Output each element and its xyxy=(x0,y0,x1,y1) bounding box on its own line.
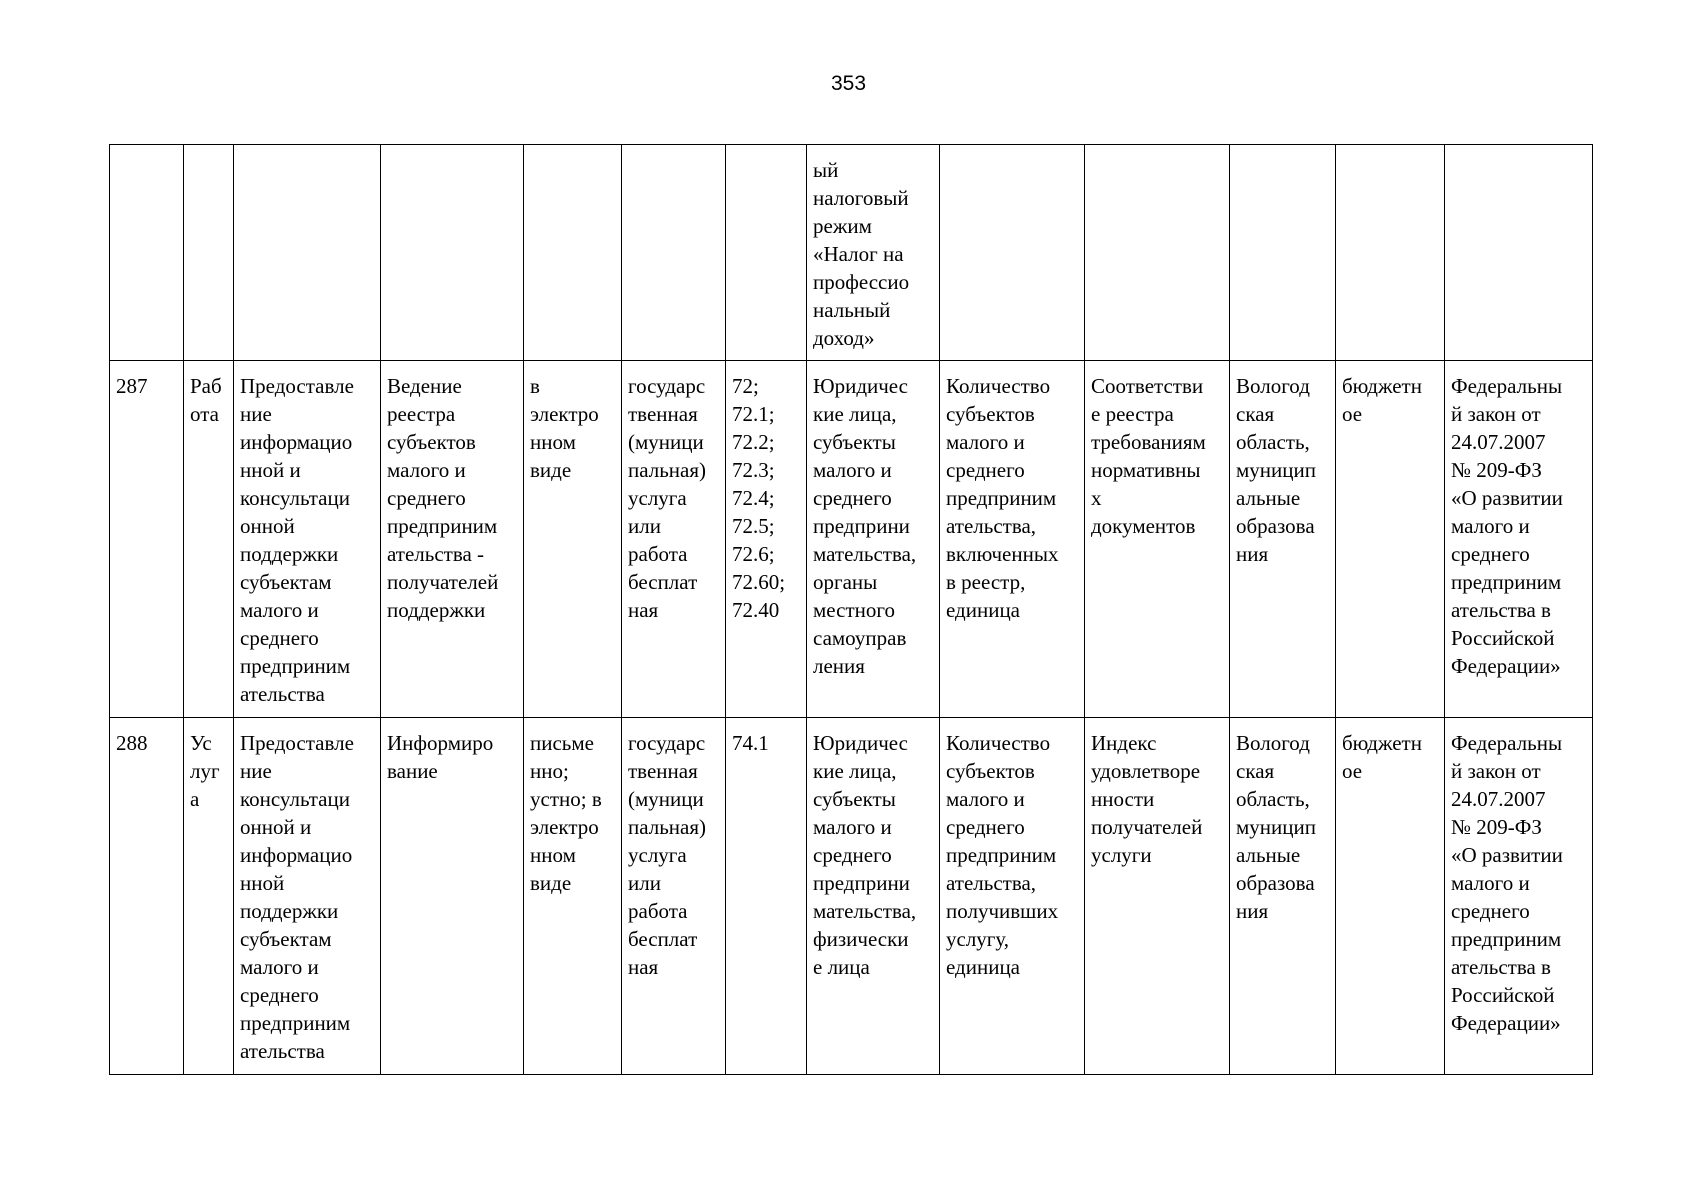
cell-line: малого и xyxy=(946,787,1025,811)
cell-line: № 209-ФЗ xyxy=(1451,815,1542,839)
cell-line: х xyxy=(1091,486,1102,510)
table-cell xyxy=(1445,361,1593,718)
cell-line: нности xyxy=(1091,787,1155,811)
cell-line: область, xyxy=(1236,430,1310,454)
cell-line: «О развитии xyxy=(1451,843,1563,867)
cell-line: малого и xyxy=(1451,871,1530,895)
cell-line: предприним xyxy=(240,654,351,678)
cell-line: Федеральны xyxy=(1451,731,1563,755)
cell-line: ние xyxy=(240,759,272,783)
cell-line: профессио xyxy=(813,270,910,294)
cell-line: или xyxy=(628,871,661,895)
cell-line: вание xyxy=(387,759,438,783)
table-cell xyxy=(1445,718,1593,1075)
cell-line: среднего xyxy=(946,458,1025,482)
cell-line: Предоставле xyxy=(240,731,354,755)
cell-line: 72.60; xyxy=(732,570,786,594)
cell-line: среднего xyxy=(1451,542,1530,566)
table-cell xyxy=(1085,145,1230,361)
cell-line: ательства - xyxy=(387,542,485,566)
cell-line: электро xyxy=(530,815,599,839)
cell-line: документов xyxy=(1091,514,1196,538)
cell-line: Федеральны xyxy=(1451,374,1563,398)
cell-line: среднего xyxy=(813,843,892,867)
cell-line: Информиро xyxy=(387,731,494,755)
cell-line: получивших xyxy=(946,899,1059,923)
cell-line: малого и xyxy=(387,458,466,482)
cell-line: субъектам xyxy=(240,927,332,951)
cell-line: налоговый xyxy=(813,186,909,210)
cell-line: муницип xyxy=(1236,458,1316,482)
cell-line: малого и xyxy=(813,815,892,839)
table-cell xyxy=(726,718,807,1075)
cell-line: ательства, xyxy=(946,871,1037,895)
cell-line: нном xyxy=(530,843,576,867)
cell-line: е лица xyxy=(813,955,870,979)
cell-line: нной xyxy=(240,871,285,895)
cell-line: нормативны xyxy=(1091,458,1201,482)
table-row xyxy=(110,718,1593,1075)
cell-line: мательства, xyxy=(813,899,917,923)
cell-line: предприни xyxy=(813,871,910,895)
table-cell xyxy=(1230,145,1336,361)
cell-line: 288 xyxy=(116,731,148,755)
cell-line: Количество xyxy=(946,374,1051,398)
cell-line: Вологод xyxy=(1236,374,1310,398)
table-cell xyxy=(110,145,184,361)
cell-line: услуга xyxy=(628,486,687,510)
cell-line: бюджетн xyxy=(1342,374,1422,398)
cell-line: услуга xyxy=(628,843,687,867)
cell-line: поддержки xyxy=(240,542,339,566)
cell-line: малого и xyxy=(1451,514,1530,538)
cell-line: бесплат xyxy=(628,927,698,951)
cell-line: работа xyxy=(628,899,688,923)
cell-line: среднего xyxy=(240,626,319,650)
cell-line: ская xyxy=(1236,402,1275,426)
cell-line: ое xyxy=(1342,402,1363,426)
cell-line: доход» xyxy=(813,326,875,350)
cell-line: нном xyxy=(530,430,576,454)
cell-line: малого и xyxy=(813,458,892,482)
table-cell xyxy=(1230,718,1336,1075)
cell-line: предприним xyxy=(946,486,1057,510)
cell-line: кие лица, xyxy=(813,402,897,426)
cell-line: ния xyxy=(1236,542,1269,566)
cell-line: ная xyxy=(628,598,659,622)
cell-line: ская xyxy=(1236,759,1275,783)
cell-line: среднего xyxy=(240,983,319,1007)
cell-line: требованиям xyxy=(1091,430,1206,454)
table-cell xyxy=(726,361,807,718)
page-number: 353 xyxy=(830,72,867,95)
cell-line: письме xyxy=(530,731,594,755)
table-cell xyxy=(524,145,622,361)
cell-line: Индекс xyxy=(1091,731,1157,755)
cell-line: нно; xyxy=(530,759,569,783)
cell-line: нальный xyxy=(813,298,891,322)
cell-line: (муници xyxy=(628,787,704,811)
cell-line: пальная) xyxy=(628,458,707,482)
table-cell xyxy=(622,718,726,1075)
cell-line: субъектам xyxy=(240,570,332,594)
cell-line: работа xyxy=(628,542,688,566)
cell-line: Федерации» xyxy=(1451,1011,1561,1035)
cell-line: 74.1 xyxy=(732,731,769,755)
cell-line: «Налог на xyxy=(813,242,904,266)
table-cell xyxy=(1085,718,1230,1075)
cell-line: субъекты xyxy=(813,787,896,811)
table-cell xyxy=(381,718,524,1075)
register-table xyxy=(109,144,1593,1075)
cell-line: альные xyxy=(1236,843,1301,867)
cell-line: субъектов xyxy=(387,430,476,454)
cell-line: органы xyxy=(813,570,878,594)
cell-line: устно; в xyxy=(530,787,602,811)
cell-line: субъектов xyxy=(946,402,1035,426)
cell-line: «О развитии xyxy=(1451,486,1563,510)
table-cell xyxy=(1336,718,1445,1075)
cell-line: 72.6; xyxy=(732,542,775,566)
cell-line: ательства xyxy=(240,682,325,706)
cell-line: поддержки xyxy=(240,899,339,923)
cell-line: среднего xyxy=(946,815,1025,839)
cell-line: пальная) xyxy=(628,815,707,839)
cell-line: малого и xyxy=(946,430,1025,454)
cell-line: Юридичес xyxy=(813,374,908,398)
table-cell xyxy=(1230,361,1336,718)
cell-line: бюджетн xyxy=(1342,731,1422,755)
table-cell xyxy=(807,361,940,718)
cell-line: образова xyxy=(1236,514,1315,538)
cell-line: онной и xyxy=(240,815,312,839)
cell-line: й закон от xyxy=(1451,402,1541,426)
cell-line: удовлетворе xyxy=(1091,759,1201,783)
cell-line: среднего xyxy=(387,486,466,510)
cell-line: 72.1; xyxy=(732,402,775,426)
cell-line: режим xyxy=(813,214,872,238)
table-cell xyxy=(940,145,1085,361)
cell-line: Количество xyxy=(946,731,1051,755)
cell-line: единица xyxy=(946,598,1021,622)
table-row xyxy=(110,145,1593,361)
cell-line: услугу, xyxy=(946,927,1010,951)
cell-line: Ус xyxy=(190,731,212,755)
cell-line: онной xyxy=(240,514,295,538)
table-cell xyxy=(184,145,234,361)
cell-line: Ведение xyxy=(387,374,462,398)
cell-line: 24.07.2007 xyxy=(1451,787,1546,811)
cell-line: кие лица, xyxy=(813,759,897,783)
cell-line: альные xyxy=(1236,486,1301,510)
cell-line: реестра xyxy=(387,402,456,426)
cell-line: луг xyxy=(190,759,220,783)
cell-line: получателей xyxy=(387,570,499,594)
table-cell xyxy=(234,145,381,361)
cell-line: 72.3; xyxy=(732,458,775,482)
cell-line: физически xyxy=(813,927,909,951)
cell-line: (муници xyxy=(628,430,704,454)
cell-line: 72.5; xyxy=(732,514,775,538)
cell-line: поддержки xyxy=(387,598,486,622)
cell-line: ная xyxy=(628,955,659,979)
table-cell xyxy=(1336,361,1445,718)
cell-line: нной и xyxy=(240,458,301,482)
cell-line: № 209-ФЗ xyxy=(1451,458,1542,482)
cell-line: ота xyxy=(190,402,219,426)
cell-line: среднего xyxy=(813,486,892,510)
cell-line: предприним xyxy=(387,514,498,538)
cell-line: ательства xyxy=(240,1039,325,1063)
cell-line: государс xyxy=(628,374,706,398)
cell-line: включенных xyxy=(946,542,1059,566)
cell-line: среднего xyxy=(1451,899,1530,923)
cell-line: а xyxy=(190,787,200,811)
table-cell xyxy=(381,145,524,361)
cell-line: мательства, xyxy=(813,542,917,566)
cell-line: образова xyxy=(1236,871,1315,895)
cell-line: предприним xyxy=(1451,570,1562,594)
table-cell xyxy=(1085,361,1230,718)
cell-line: единица xyxy=(946,955,1021,979)
table-cell xyxy=(726,145,807,361)
cell-line: Предоставле xyxy=(240,374,354,398)
cell-line: 72; xyxy=(732,374,759,398)
cell-line: ое xyxy=(1342,759,1363,783)
cell-line: 72.4; xyxy=(732,486,775,510)
table-cell xyxy=(184,718,234,1075)
table-cell xyxy=(110,718,184,1075)
cell-line: предприним xyxy=(1451,927,1562,951)
cell-line: й закон от xyxy=(1451,759,1541,783)
cell-line: местного xyxy=(813,598,895,622)
table-cell xyxy=(110,361,184,718)
cell-line: 72.2; xyxy=(732,430,775,454)
table-cell xyxy=(622,145,726,361)
cell-line: малого и xyxy=(240,598,319,622)
cell-line: в реестр, xyxy=(946,570,1026,594)
cell-line: е реестра xyxy=(1091,402,1174,426)
cell-line: консультаци xyxy=(240,787,350,811)
table-cell xyxy=(524,718,622,1075)
register-body xyxy=(110,145,1593,1075)
cell-line: ния xyxy=(1236,899,1269,923)
table-cell xyxy=(1336,145,1445,361)
cell-line: государс xyxy=(628,731,706,755)
cell-line: информацио xyxy=(240,430,353,454)
cell-line: твенная xyxy=(628,759,698,783)
table-cell xyxy=(940,361,1085,718)
cell-line: субъекты xyxy=(813,430,896,454)
cell-line: предприним xyxy=(946,843,1057,867)
table-cell xyxy=(524,361,622,718)
table-cell xyxy=(234,361,381,718)
cell-line: 24.07.2007 xyxy=(1451,430,1546,454)
cell-line: ый xyxy=(813,158,839,182)
cell-line: информацио xyxy=(240,843,353,867)
cell-line: бесплат xyxy=(628,570,698,594)
table-cell xyxy=(1445,145,1593,361)
table-cell xyxy=(381,361,524,718)
cell-line: предприни xyxy=(813,514,910,538)
cell-line: область, xyxy=(1236,787,1310,811)
table-cell xyxy=(234,718,381,1075)
cell-line: Юридичес xyxy=(813,731,908,755)
cell-line: или xyxy=(628,514,661,538)
cell-line: консультаци xyxy=(240,486,350,510)
cell-line: Российской xyxy=(1451,626,1555,650)
cell-line: субъектов xyxy=(946,759,1035,783)
cell-line: твенная xyxy=(628,402,698,426)
cell-line: ние xyxy=(240,402,272,426)
cell-line: электро xyxy=(530,402,599,426)
cell-line: ления xyxy=(813,654,865,678)
cell-line: Российской xyxy=(1451,983,1555,1007)
cell-line: виде xyxy=(530,458,572,482)
cell-line: ательства в xyxy=(1451,955,1551,979)
cell-line: Соответстви xyxy=(1091,374,1204,398)
cell-line: в xyxy=(530,374,540,398)
cell-line: виде xyxy=(530,871,572,895)
cell-line: получателей xyxy=(1091,815,1203,839)
table-cell xyxy=(807,145,940,361)
table-cell xyxy=(184,361,234,718)
cell-line: Федерации» xyxy=(1451,654,1561,678)
cell-line: ательства, xyxy=(946,514,1037,538)
cell-line: Раб xyxy=(190,374,222,398)
table-cell xyxy=(622,361,726,718)
cell-line: услуги xyxy=(1091,843,1152,867)
cell-line: Вологод xyxy=(1236,731,1310,755)
table-row xyxy=(110,361,1593,718)
cell-line: самоуправ xyxy=(813,626,907,650)
cell-line: 287 xyxy=(116,374,148,398)
table-cell xyxy=(807,718,940,1075)
cell-line: предприним xyxy=(240,1011,351,1035)
cell-line: 72.40 xyxy=(732,598,780,622)
cell-line: ательства в xyxy=(1451,598,1551,622)
table-cell xyxy=(940,718,1085,1075)
cell-line: муницип xyxy=(1236,815,1316,839)
cell-line: малого и xyxy=(240,955,319,979)
